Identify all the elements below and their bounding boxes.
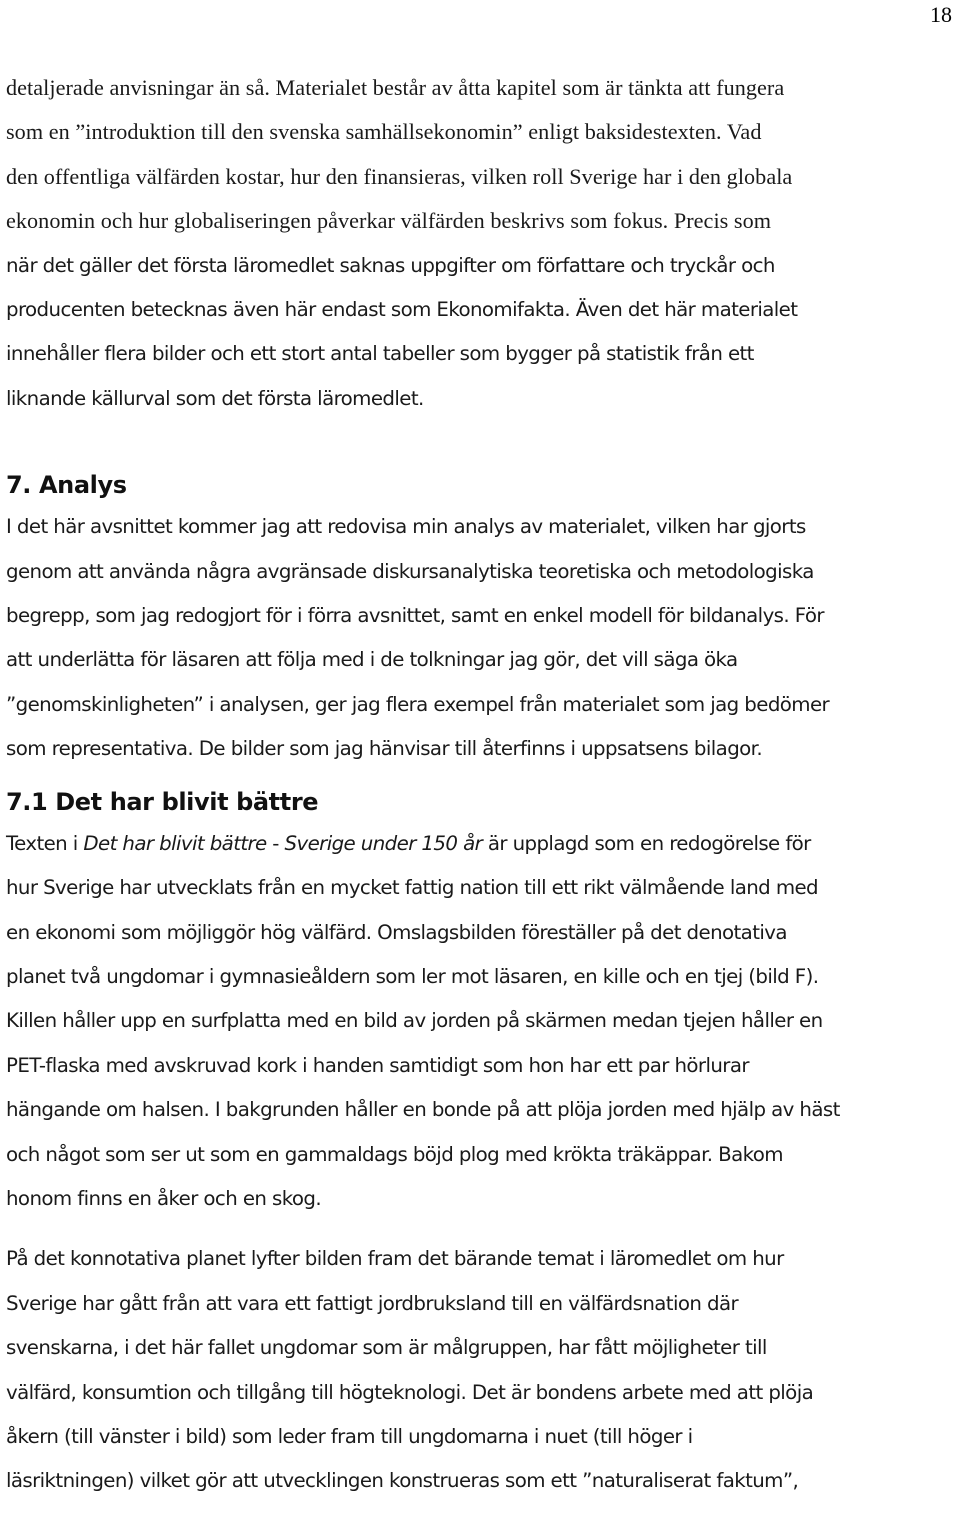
text-line: svenskarna, i det här fallet ungdomar som är målgruppen, har fått möjligheter till [6, 1336, 767, 1360]
text-line: PET-flaska med avskruvad kork i handen samtidigt som hon har ett par hörlurar [6, 1053, 749, 1077]
text-fragment: Texten i [6, 831, 84, 855]
subsection-heading: 7.1 Det har blivit bättre [6, 787, 319, 816]
section-heading: 7. Analys [6, 471, 127, 500]
text-line: ekonomin och hur globaliseringen påverkar välfärden beskrivs som fokus. Precis som [6, 208, 772, 234]
text-line: Killen håller upp en surfplatta med en bild av jorden på skärmen medan tjejen håller en [6, 1009, 823, 1033]
intro-paragraph [6, 66, 956, 421]
book-title: Det har blivit bättre [83, 831, 267, 855]
text-line: I det här avsnittet kommer jag att redovisa min analys av materialet, vilken har gjorts [6, 515, 806, 539]
book-subtitle: Sverige under 150 år [284, 831, 483, 855]
page-number: 18 [930, 2, 952, 27]
text-line: när det gäller det första läromedlet saknas uppgifter om författare och tryckår och [6, 253, 775, 277]
text-line: som representativa. De bilder som jag hänvisar till återfinns i uppsatsens bilagor. [6, 737, 763, 761]
text-line: och något som ser ut som en gammaldags böjd plog med krökta träkäppar. Bakom [6, 1142, 783, 1166]
text-line: ”genomskinligheten” i analysen, ger jag flera exempel från materialet som jag bedömer [6, 692, 830, 716]
section-analys [6, 465, 956, 771]
text-line: åkern (till vänster i bild) som leder fram till ungdomarna i nuet (till höger i [6, 1424, 693, 1448]
text-line: välfärd, konsumtion och tillgång till högteknologi. Det är bondens arbete med att plöja [6, 1380, 814, 1404]
text-line: begrepp, som jag redogjort för i förra avsnittet, samt en enkel modell för bildanalys. För [6, 604, 824, 628]
text-line: en ekonomi som möjliggör hög välfärd. Omslagsbilden föreställer på det denotativa [6, 920, 787, 944]
text-line: hängande om halsen. I bakgrunden håller en bonde på att plöja jorden med hjälp av häst [6, 1098, 840, 1122]
text-line: som en ”introduktion till den svenska samhällsekonomin” enligt baksidestexten. Vad [6, 119, 762, 145]
text-fragment: - [266, 831, 285, 855]
document-body [6, 66, 956, 1504]
text-line: att underlätta för läsaren att följa med i de tolkningar jag gör, det vill säga öka [6, 648, 738, 672]
text-line: Sverige har gått från att vara ett fattigt jordbruksland till en välfärdsnation där [6, 1291, 738, 1315]
text-line: detaljerade anvisningar än så. Materialet består av åtta kapitel som är tänkta att fungera [6, 75, 785, 100]
text-line: den offentliga välfärden kostar, hur den finansieras, vilken roll Sverige har i den globala [6, 163, 793, 189]
text-line: innehåller flera bilder och ett stort antal tabeller som bygger på statistik från ett [6, 342, 754, 366]
text-line [6, 822, 956, 866]
text-line: genom att använda några avgränsade diskursanalytiska teoretiska och metodologiska [6, 559, 814, 583]
text-line: planet två ungdomar i gymnasieåldern som ler mot läsaren, en kille och en tjej (bild F). [6, 964, 819, 988]
text-line: hur Sverige har utvecklats från en mycket fattig nation till ett rikt välmående land med [6, 876, 819, 900]
konnotativa-paragraph [6, 1237, 956, 1503]
section-det-har-blivit-battre [6, 782, 956, 1222]
text-line: läsriktningen) vilket gör att utvecklingen konstrueras som ett ”naturaliserat faktum”, [6, 1469, 799, 1493]
text-line: honom finns en åker och en skog. [6, 1186, 322, 1210]
text-line: liknande källurval som det första läromedlet. [6, 386, 424, 410]
text-line: producenten betecknas även här endast som Ekonomifakta. Även det här materialet [6, 298, 798, 322]
text-line: På det konnotativa planet lyfter bilden fram det bärande temat i läromedlet om hur [6, 1247, 784, 1271]
text-fragment: är upplagd som en redogörelse för [482, 831, 811, 855]
